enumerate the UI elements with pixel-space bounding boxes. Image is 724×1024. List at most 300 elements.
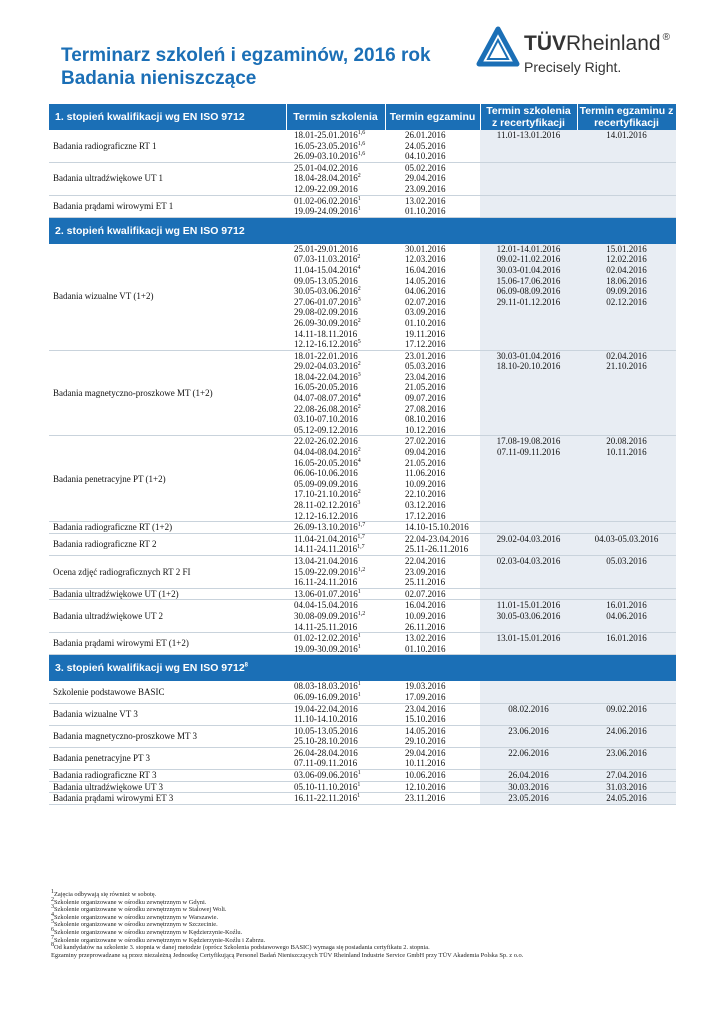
exam-date: 25.11.2016	[405, 577, 446, 588]
exam-dates	[385, 588, 480, 600]
training-date: 14.11-25.11.2016	[294, 621, 358, 632]
exam-date: 04.10.2016	[405, 151, 446, 162]
training-date: 28.11-02.12.2016$^3$	[294, 500, 361, 510]
training-dates	[286, 747, 385, 769]
section-header	[49, 655, 676, 682]
table-row	[49, 770, 676, 782]
recert-training-dates	[480, 244, 577, 350]
exam-date: 10.12.2016	[405, 424, 446, 435]
footnote: $^5$Szkolenie organizowane w ośrodku zewnętrznym w Szczecinie.	[51, 919, 218, 929]
course-name: Badania radiograficzne RT 2	[49, 533, 286, 555]
training-date: 11.04-15.04.2016$^4$	[294, 264, 361, 275]
exam-date: 14.05.2016	[405, 725, 446, 736]
footnotes	[51, 888, 691, 959]
exam-date: 03.09.2016	[405, 307, 446, 318]
footnote: Egzaminy przeprowadzane są przez niezależną Jednostkę Certyfikującą Personel Badań Nieniszczących TÜV Rheinland Industrie Service GmbH przy TÜV Akademia Polska Sp. z o.o.	[51, 951, 524, 959]
exam-dates	[385, 130, 480, 162]
recert-exam-dates	[577, 633, 676, 655]
training-dates	[286, 770, 385, 782]
exam-dates	[385, 781, 480, 793]
recert-exam-dates	[577, 555, 676, 588]
exam-date: 10.09.2016	[405, 610, 446, 621]
exam-date: 19.11.2016	[405, 328, 446, 339]
recert-training-dates	[480, 793, 577, 805]
exam-date: 22.04-23.04.2016	[405, 533, 469, 544]
exam-date: 15.10.2016	[405, 714, 446, 725]
footnote: $^1$Zajęcia odbywają się również w sobotę.	[51, 888, 157, 898]
training-date: 18.01-22.01.2016	[294, 350, 358, 361]
recert-training-date: 13.01-15.01.2016	[496, 633, 561, 644]
exam-date: 30.01.2016	[405, 243, 446, 254]
exam-dates	[385, 793, 480, 805]
training-date: 11.10-14.10.2016	[294, 714, 358, 725]
course-name: Badania penetracyjne PT (1+2)	[49, 436, 286, 522]
recert-exam-dates	[577, 130, 676, 162]
training-date: 19.04-22.04.2016	[294, 703, 358, 714]
exam-date: 03.12.2016	[405, 500, 446, 510]
recert-training-date: 12.01-14.01.2016	[496, 243, 561, 254]
recert-training-date: 30.03.2016	[508, 781, 549, 792]
exam-dates	[385, 747, 480, 769]
exam-date: 22.04.2016	[405, 555, 446, 566]
training-date: 18.01-25.01.2016$^{1,6}$	[294, 130, 366, 140]
training-date: 29.08-02.09.2016	[294, 307, 358, 318]
table-row	[49, 600, 676, 633]
exam-date: 05.03.2016	[405, 361, 446, 372]
exam-date: 12.03.2016	[405, 254, 446, 265]
recert-exam-date: 31.03.2016	[606, 781, 647, 792]
exam-date: 23.04.2016	[405, 371, 446, 382]
table-header	[49, 104, 676, 130]
recert-exam-dates	[577, 244, 676, 350]
recert-exam-date: 15.01.2016	[606, 243, 647, 254]
recert-training-dates	[480, 633, 577, 655]
training-dates	[286, 633, 385, 655]
training-date: 30.05-03.06.2016$^2$	[294, 286, 361, 297]
exam-dates	[385, 725, 480, 747]
recert-training-date: 06.09-08.09.2016	[496, 286, 561, 297]
training-date: 06.06-10.06.2016	[294, 468, 358, 479]
recert-exam-dates	[577, 600, 676, 633]
table-row	[49, 130, 676, 162]
recert-exam-date: 21.10.2016	[606, 361, 647, 372]
exam-dates	[385, 770, 480, 782]
table-row	[49, 725, 676, 747]
training-dates	[286, 130, 385, 162]
exam-dates	[385, 681, 480, 703]
exam-dates	[385, 600, 480, 633]
recert-training-date: 11.01-15.01.2016	[496, 600, 561, 611]
table-row	[49, 633, 676, 655]
exam-date: 29.04.2016	[405, 747, 446, 758]
course-name: Badania ultradźwiękowe UT 1	[49, 162, 286, 195]
exam-dates	[385, 555, 480, 588]
exam-date: 09.07.2016	[405, 393, 446, 404]
exam-date: 04.06.2016	[405, 286, 446, 297]
training-date: 12.12-16.12.2016$^5$	[294, 339, 361, 350]
training-dates	[286, 725, 385, 747]
training-date: 08.03-18.03.2016$^1$	[294, 681, 361, 692]
training-date: 04.04-15.04.2016	[294, 600, 358, 611]
training-date: 07.03-11.03.2016$^2$	[294, 254, 361, 265]
recert-training-dates	[480, 436, 577, 522]
recert-training-dates	[480, 600, 577, 633]
training-date: 26.09-13.10.2016$^{1,7}$	[294, 522, 366, 533]
footnote: $^3$Szkolenie organizowane w ośrodku zewnętrznym w Stalowej Woli.	[51, 904, 227, 914]
recert-training-dates	[480, 350, 577, 436]
exam-date: 14.05.2016	[405, 275, 446, 286]
recert-training-date: 11.01-13.01.2016	[496, 130, 561, 140]
recert-exam-date: 05.03.2016	[606, 555, 647, 566]
training-date: 04.04-08.04.2016$^2$	[294, 447, 361, 458]
exam-date: 01.10.2016	[405, 643, 446, 654]
exam-dates	[385, 195, 480, 217]
logo-tagline: Precisely Right.	[524, 59, 622, 75]
recert-exam-dates	[577, 725, 676, 747]
exam-date: 11.06.2016	[405, 468, 446, 479]
training-date: 11.04-21.04.2016$^{1,7}$	[294, 533, 365, 544]
course-name: Badania radiograficzne RT 3	[49, 770, 286, 782]
footnote: $^2$Szkolenie organizowane w ośrodku zewnętrznym w Gdyni.	[51, 896, 207, 906]
recert-exam-dates	[577, 195, 676, 217]
recert-exam-dates	[577, 533, 676, 555]
course-name: Badania radiograficzne RT (1+2)	[49, 522, 286, 534]
recert-exam-dates	[577, 522, 676, 534]
recert-training-date: 29.02-04.03.2016	[496, 533, 561, 544]
course-name: Badania ultradźwiękowe UT 2	[49, 600, 286, 633]
exam-date: 23.09.2016	[405, 566, 446, 577]
recert-training-dates	[480, 681, 577, 703]
training-date: 25.01-04.02.2016	[294, 162, 358, 173]
training-date: 19.09-30.09.2016$^1$	[294, 643, 361, 654]
training-date: 25.01-29.01.2016	[294, 243, 358, 254]
recert-training-dates	[480, 725, 577, 747]
recert-exam-date: 09.02.2016	[606, 703, 647, 714]
exam-date: 27.02.2016	[405, 436, 446, 447]
exam-date: 21.05.2016	[405, 382, 446, 393]
training-date: 03.06-09.06.2016$^1$	[294, 770, 361, 781]
exam-dates	[385, 244, 480, 350]
training-date: 06.09-16.09.2016$^1$	[294, 691, 361, 702]
course-name: Badania penetracyjne PT 3	[49, 747, 286, 769]
footnote: $^7$Szkolenie organizowane w ośrodku zewnętrznym w Kędzierzynie-Koźlu i Zabrzu.	[51, 934, 266, 944]
table-row	[49, 195, 676, 217]
recert-exam-date: 27.04.2016	[606, 770, 647, 781]
table-row	[49, 703, 676, 725]
training-date: 19.09-24.09.2016$^1$	[294, 206, 361, 217]
footnote: $^8$Od kandydatów na szkolenie 3. stopnia w danej metodzie (oprócz Szkolenia podstawowego BASIC) wymaga się posiadania certyfikatu 2. stopnia.	[51, 942, 430, 952]
training-date: 01.02-12.02.2016$^1$	[294, 633, 361, 644]
recert-training-date: 18.10-20.10.2016	[496, 361, 561, 372]
training-date: 13.04-21.04.2016	[294, 555, 358, 566]
exam-dates	[385, 162, 480, 195]
training-dates	[286, 681, 385, 703]
exam-date: 17.12.2016	[405, 339, 446, 350]
recert-training-date: 23.06.2016	[508, 725, 549, 736]
recert-exam-dates	[577, 588, 676, 600]
exam-date: 23.09.2016	[405, 183, 446, 194]
exam-date: 23.01.2016	[405, 350, 446, 361]
course-name: Badania ultradźwiękowe UT 3	[49, 781, 286, 793]
training-date: 12.09-22.09.2016	[294, 183, 358, 194]
training-date: 17.10-21.10.2016$^2$	[294, 489, 361, 500]
course-name: Badania wizualne VT 3	[49, 703, 286, 725]
training-date: 16.05-20.05.2016$^4$	[294, 457, 361, 468]
recert-training-dates	[480, 747, 577, 769]
table-row	[49, 555, 676, 588]
recert-training-dates	[480, 770, 577, 782]
training-date: 15.09-22.09.2016$^{1,2}$	[294, 566, 366, 577]
course-name: Badania ultradźwiękowe UT (1+2)	[49, 588, 286, 600]
exam-date: 12.10.2016	[405, 781, 446, 792]
training-date: 25.10-28.10.2016	[294, 736, 358, 747]
logo-wordmark: TÜVRheinland ®	[524, 32, 670, 55]
table-row	[49, 781, 676, 793]
recert-exam-dates	[577, 162, 676, 195]
table-row	[49, 244, 676, 350]
recert-training-dates	[480, 588, 577, 600]
tuv-triangle-icon	[476, 26, 520, 70]
course-name: Badania prądami wirowymi ET 3	[49, 793, 286, 805]
recert-exam-date: 02.12.2016	[606, 296, 647, 307]
tuv-logo	[476, 26, 696, 82]
training-dates	[286, 555, 385, 588]
course-name: Badania magnetyczno-proszkowe MT (1+2)	[49, 350, 286, 436]
recert-exam-date: 14.01.2016	[606, 130, 647, 140]
recert-training-dates	[480, 130, 577, 162]
recert-training-dates	[480, 555, 577, 588]
training-date: 16.11-24.11.2016	[294, 577, 358, 588]
exam-date: 29.04.2016	[405, 173, 446, 184]
training-date: 13.06-01.07.2016$^1$	[294, 588, 361, 599]
training-dates	[286, 350, 385, 436]
training-date: 10.05-13.05.2016	[294, 725, 358, 736]
exam-date: 27.08.2016	[405, 403, 446, 414]
footnote: $^6$Szkolenie organizowane w ośrodku zewnętrznym w Kędzierzynie-Koźlu.	[51, 926, 243, 936]
training-date: 18.04-22.04.2016$^3$	[294, 371, 361, 382]
recert-exam-date: 12.02.2016	[606, 254, 647, 265]
exam-dates	[385, 350, 480, 436]
col-header-exam: Termin egzaminu	[385, 104, 480, 130]
exam-date: 02.07.2016	[405, 296, 446, 307]
table-row	[49, 793, 676, 805]
training-date: 16.11-22.11.2016$^1$	[294, 793, 361, 804]
training-dates	[286, 588, 385, 600]
recert-training-dates	[480, 781, 577, 793]
course-name: Badania wizualne VT (1+2)	[49, 244, 286, 350]
recert-exam-dates	[577, 793, 676, 805]
recert-training-date: 08.02.2016	[508, 703, 549, 714]
exam-date: 16.04.2016	[405, 600, 446, 611]
training-dates	[286, 533, 385, 555]
table-row	[49, 350, 676, 436]
training-date: 05.12-09.12.2016	[294, 424, 358, 435]
recert-exam-date: 10.11.2016	[606, 447, 647, 458]
page-title: Terminarz szkoleń i egzaminów, 2016 rok	[61, 45, 431, 66]
training-date: 22.02-26.02.2016	[294, 436, 358, 447]
exam-date: 24.05.2016	[405, 140, 446, 151]
table-body	[49, 130, 676, 804]
table-row	[49, 522, 676, 534]
recert-exam-dates	[577, 781, 676, 793]
table-row	[49, 681, 676, 703]
table-row	[49, 162, 676, 195]
recert-training-dates	[480, 162, 577, 195]
exam-date: 17.12.2016	[405, 510, 446, 521]
recert-exam-dates	[577, 436, 676, 522]
recert-training-date: 29.11-01.12.2016	[496, 296, 561, 307]
col-header-training: Termin szkolenia	[286, 104, 385, 130]
exam-date: 17.09.2016	[405, 691, 446, 702]
training-date: 14.11-18.11.2016	[294, 328, 358, 339]
exam-dates	[385, 703, 480, 725]
recert-exam-dates	[577, 770, 676, 782]
training-date: 05.09-09.09.2016	[294, 478, 358, 489]
section-title: 2. stopień kwalifikacji wg EN ISO 9712	[49, 217, 676, 244]
training-dates	[286, 244, 385, 350]
training-dates	[286, 436, 385, 522]
exam-date: 23.11.2016	[405, 793, 446, 804]
exam-date: 13.02.2016	[405, 195, 446, 206]
course-name: Badania magnetyczno-proszkowe MT 3	[49, 725, 286, 747]
training-date: 26.09-30.09.2016$^2$	[294, 317, 361, 328]
training-dates	[286, 600, 385, 633]
training-date: 01.02-06.02.2016$^1$	[294, 195, 361, 206]
exam-date: 01.10.2016	[405, 206, 446, 217]
training-date: 27.06-01.07.2016$^3$	[294, 296, 361, 307]
course-name: Badania prądami wirowymi ET (1+2)	[49, 633, 286, 655]
table-row	[49, 436, 676, 522]
training-date: 22.08-26.08.2016$^2$	[294, 403, 361, 414]
exam-dates	[385, 436, 480, 522]
recert-exam-dates	[577, 350, 676, 436]
training-date: 12.12-16.12.2016	[294, 510, 358, 521]
exam-date: 10.11.2016	[405, 758, 446, 769]
exam-dates	[385, 533, 480, 555]
recert-training-date: 15.06-17.06.2016	[496, 275, 561, 286]
col-header-level: 1. stopień kwalifikacji wg EN ISO 9712	[49, 104, 286, 130]
recert-training-date: 09.02-11.02.2016	[496, 254, 561, 265]
training-date: 05.10-11.10.2016$^1$	[294, 781, 361, 792]
training-date: 03.10-07.10.2016	[294, 414, 358, 425]
col-header-recert-training: Termin szkolenia z recertyfikacji	[480, 104, 577, 130]
recert-exam-date: 02.04.2016	[606, 264, 647, 275]
training-date: 16.05-23.05.2016$^{1,6}$	[294, 140, 366, 151]
exam-date: 26.01.2016	[405, 130, 446, 140]
training-date: 18.04-28.04.2016$^2$	[294, 173, 361, 184]
recert-training-date: 23.05.2016	[508, 793, 549, 804]
exam-dates	[385, 633, 480, 655]
exam-dates	[385, 522, 480, 534]
exam-date: 22.10.2016	[405, 489, 446, 500]
training-date: 07.11-09.11.2016	[294, 758, 358, 769]
recert-exam-date: 16.01.2016	[606, 633, 647, 644]
col-header-recert-exam: Termin egzaminu z recertyfikacji	[577, 104, 676, 130]
course-name: Badania prądami wirowymi ET 1	[49, 195, 286, 217]
recert-exam-date: 24.06.2016	[606, 725, 647, 736]
section-header	[49, 217, 676, 244]
exam-date: 08.10.2016	[405, 414, 446, 425]
exam-date: 29.10.2016	[405, 736, 446, 747]
exam-date: 10.09.2016	[405, 478, 446, 489]
training-date: 16.05-20.05.2016	[294, 382, 358, 393]
recert-exam-date: 23.06.2016	[606, 747, 647, 758]
recert-training-dates	[480, 533, 577, 555]
recert-exam-date: 04.03-05.03.2016	[594, 533, 659, 544]
recert-exam-date: 18.06.2016	[606, 275, 647, 286]
recert-training-dates	[480, 195, 577, 217]
footnote: $^4$Szkolenie organizowane w ośrodku zewnętrznym w Warszawie.	[51, 911, 219, 921]
recert-exam-date: 09.09.2016	[606, 286, 647, 297]
table-row	[49, 747, 676, 769]
course-name: Szkolenie podstawowe BASIC	[49, 681, 286, 703]
training-dates	[286, 703, 385, 725]
training-date: 09.05-13.05.2016	[294, 275, 358, 286]
exam-date: 25.11-26.11.2016	[405, 544, 469, 555]
training-date: 29.02-04.03.2016$^2$	[294, 361, 361, 372]
recert-training-date: 30.05-03.06.2016	[496, 610, 561, 621]
training-date: 26.04-28.04.2016	[294, 747, 358, 758]
exam-date: 01.10.2016	[405, 317, 446, 328]
recert-exam-dates	[577, 747, 676, 769]
training-dates	[286, 162, 385, 195]
recert-exam-date: 20.08.2016	[606, 436, 647, 447]
training-dates	[286, 781, 385, 793]
training-dates	[286, 195, 385, 217]
training-date: 26.09-03.10.2016$^{1,6}$	[294, 151, 366, 162]
exam-date: 19.03.2016	[405, 681, 446, 692]
training-date: 04.07-08.07.2016$^4$	[294, 393, 361, 404]
recert-training-date: 30.03-01.04.2016	[496, 350, 561, 361]
exam-date: 10.06.2016	[405, 770, 446, 781]
training-date: 30.08-09.09.2016$^{1,2}$	[294, 610, 366, 621]
section-title: 3. stopień kwalifikacji wg EN ISO 9712$^8$	[49, 655, 676, 682]
recert-training-date: 30.03-01.04.2016	[496, 264, 561, 275]
training-date: 14.11-24.11.2016$^{1,7}$	[294, 544, 365, 555]
recert-training-dates	[480, 522, 577, 534]
recert-exam-date: 04.06.2016	[606, 610, 647, 621]
exam-date: 02.07.2016	[405, 588, 446, 599]
schedule-table	[49, 104, 677, 805]
recert-training-date: 22.06.2016	[508, 747, 549, 758]
page-subtitle: Badania nieniszczące	[61, 68, 257, 89]
table-row	[49, 588, 676, 600]
exam-date: 26.11.2016	[405, 621, 446, 632]
training-dates	[286, 793, 385, 805]
recert-exam-date: 24.05.2016	[606, 793, 647, 804]
recert-exam-dates	[577, 703, 676, 725]
recert-training-date: 02.03-04.03.2016	[496, 555, 561, 566]
course-name: Ocena zdjęć radiograficznych RT 2 FI	[49, 555, 286, 588]
recert-exam-dates	[577, 681, 676, 703]
recert-training-date: 17.08-19.08.2016	[496, 436, 561, 447]
exam-date: 16.04.2016	[405, 264, 446, 275]
exam-date: 23.04.2016	[405, 703, 446, 714]
exam-date: 05.02.2016	[405, 162, 446, 173]
recert-training-date: 07.11-09.11.2016	[496, 447, 561, 458]
recert-exam-date: 02.04.2016	[606, 350, 647, 361]
course-name: Badania radiograficzne RT 1	[49, 130, 286, 162]
table-row	[49, 533, 676, 555]
exam-date: 09.04.2016	[405, 447, 446, 458]
exam-date: 21.05.2016	[405, 457, 446, 468]
recert-training-dates	[480, 703, 577, 725]
training-dates	[286, 522, 385, 534]
recert-exam-date: 16.01.2016	[606, 600, 647, 611]
exam-date: 14.10-15.10.2016	[405, 522, 469, 533]
exam-date: 13.02.2016	[405, 633, 446, 644]
recert-training-date: 26.04.2016	[508, 770, 549, 781]
